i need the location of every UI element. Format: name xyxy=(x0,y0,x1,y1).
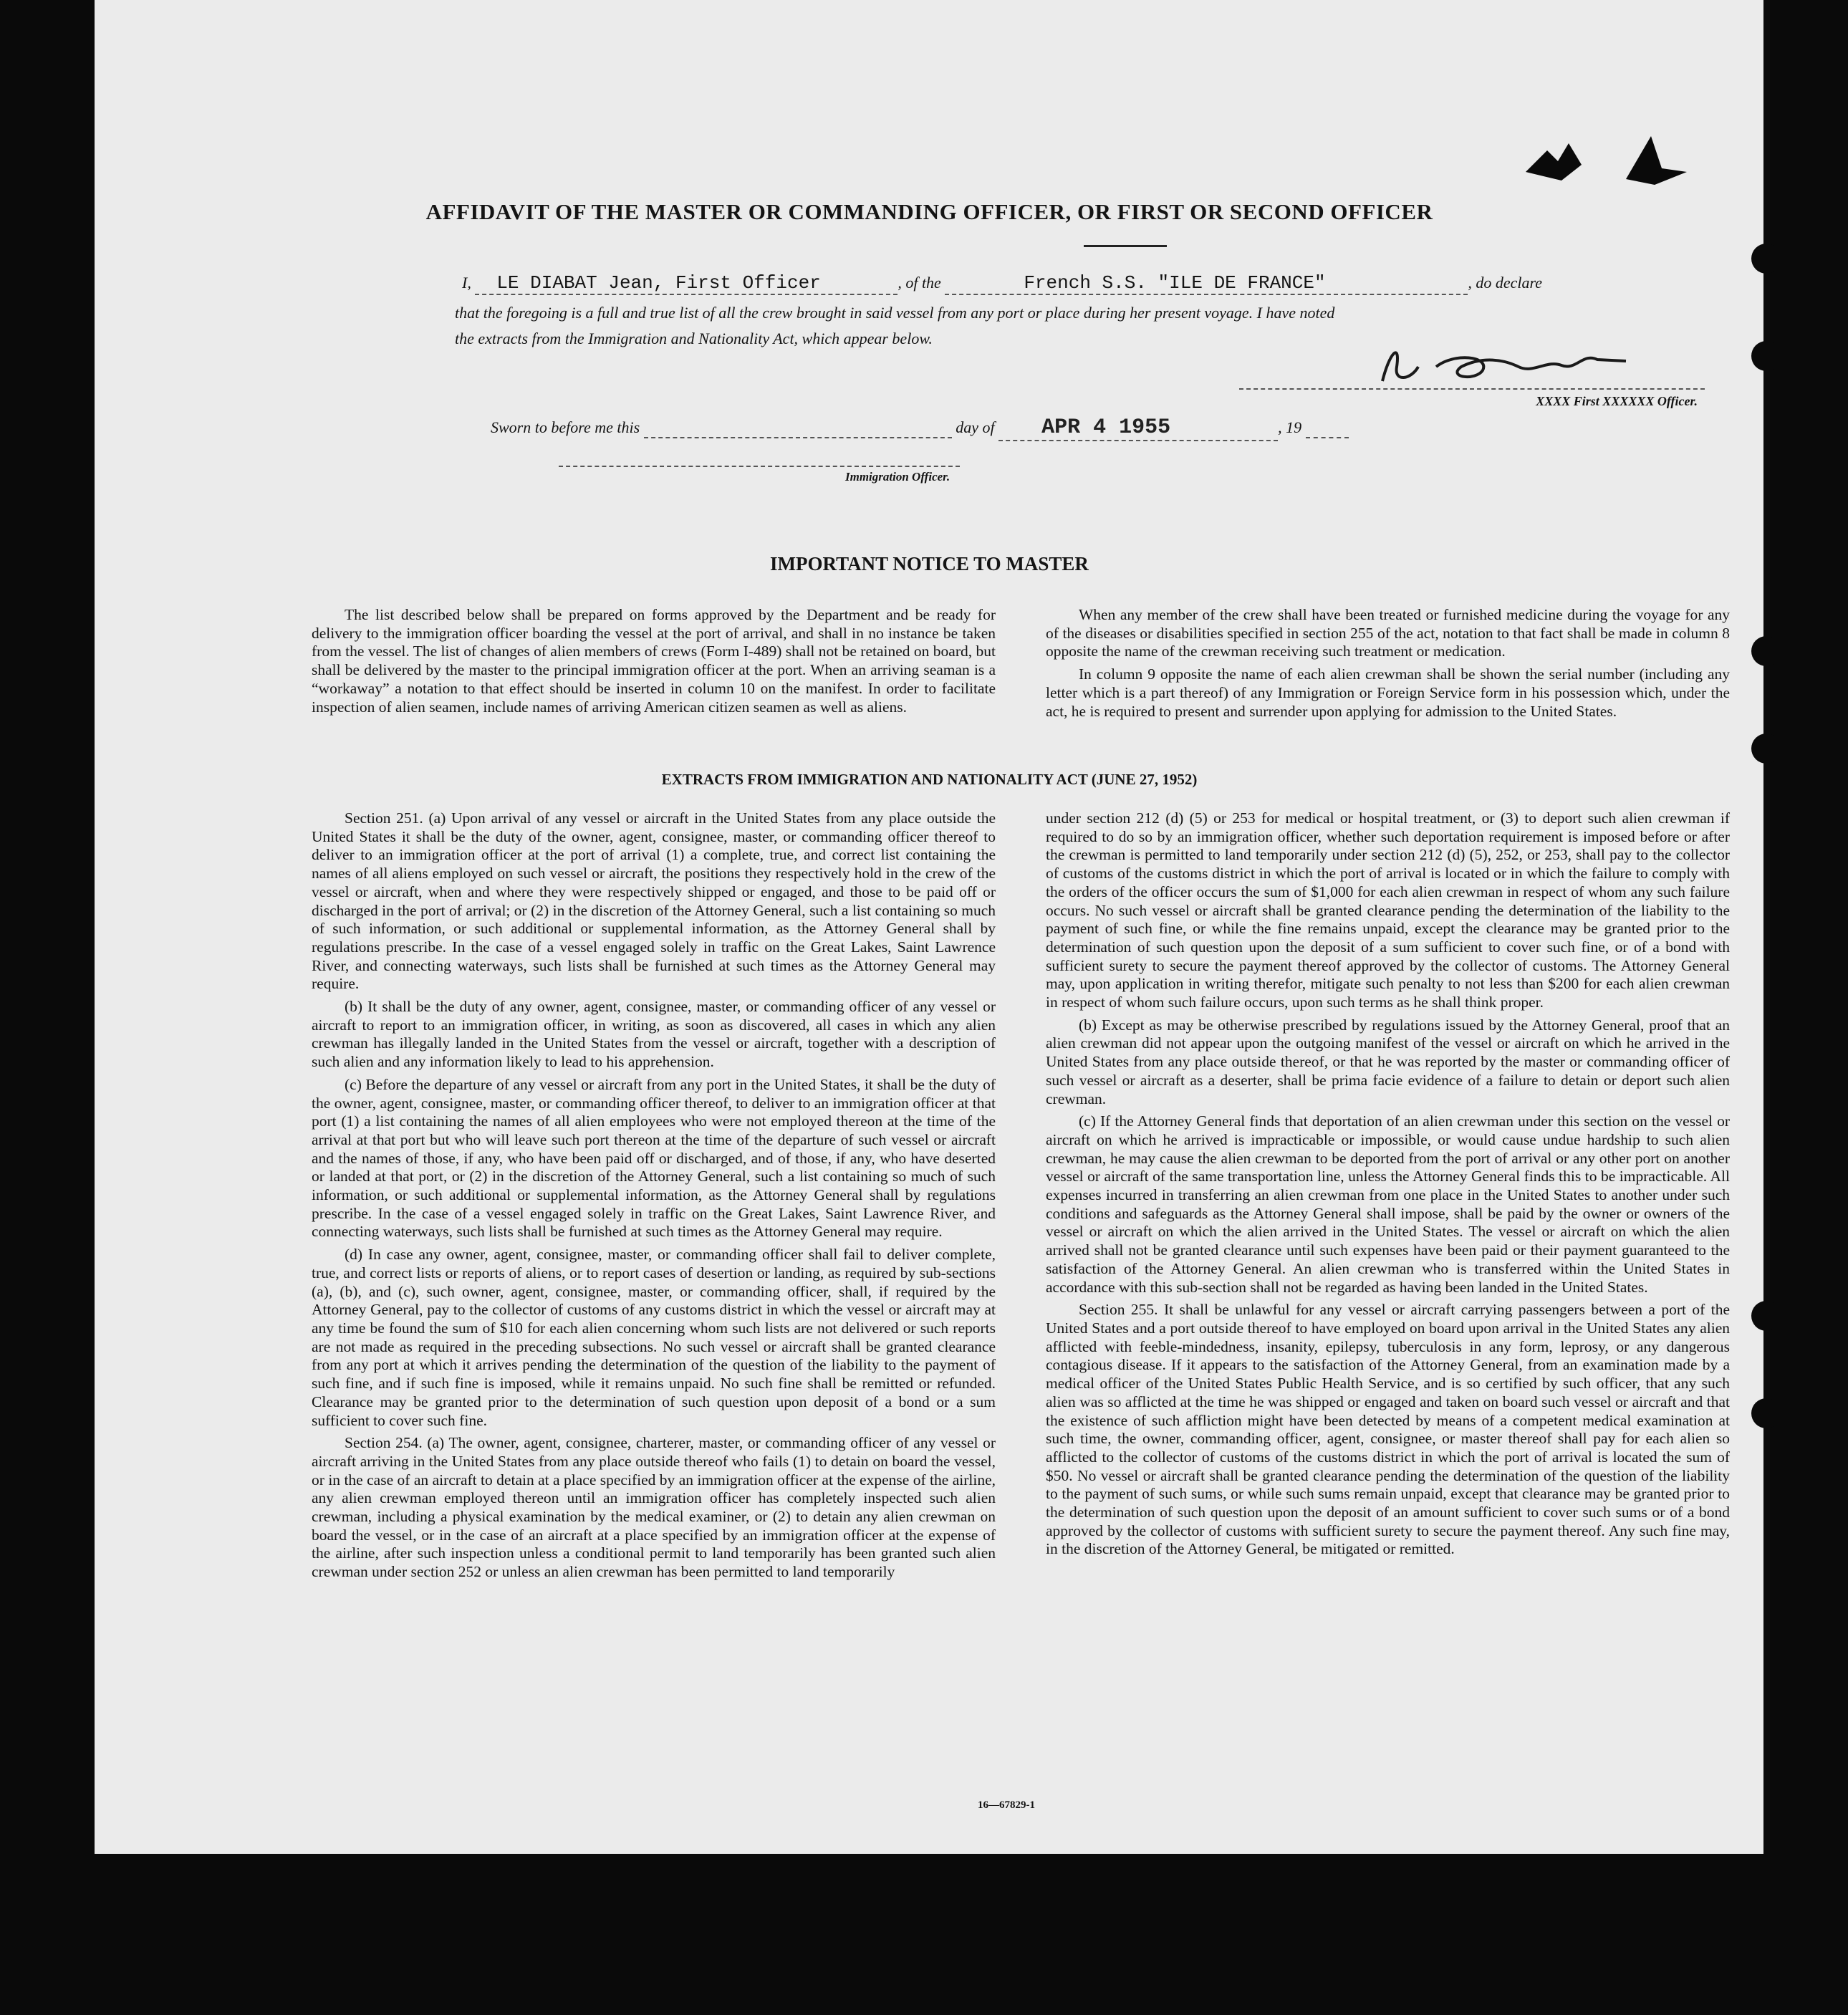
section-251c: (c) Before the departure of any vessel or aircraft from any port in the United States, it shall be the duty of the owner, agent, consignee, master, or commanding officer thereof, to deliver to an immigration officer at that port (1) a list containing the names of all alien employees who were not employed thereon at the time of the arrival at that port but who will leave such port thereon at the time of the departure of such vessel or aircraft and the names of those, if any, who have been paid off or discharged, and of those, if any, who have deserted or landed at that port, or (2) in the discretion of the Attorney General, such a list containing so much of such information, or such additional or supplemental information, as the Attorney General shall by regulations prescribe. In the case of a vessel engaged solely in traffic on the Great Lakes, Saint Lawrence River, and connecting waterways, such lists shall be furnished at such times as the Attorney General may require. xyxy=(312,1075,996,1241)
decl-of-the: , of the xyxy=(897,274,941,292)
punch-hole xyxy=(1751,734,1781,764)
year-blank xyxy=(1306,418,1349,438)
section-254a: Section 254. (a) The owner, agent, consignee, charterer, master, or commanding officer of any vessel or aircraft arriving in the United States from any place outside thereof who fails (1) to detain on board the vessel, or in the case of an aircraft to detain at a place specified by an immigration officer at the expense of the airline, any alien crewman employed thereon until an immigration officer has completely inspected such alien crewman, including a physical examination by the medical examiner, or (2) to detain any alien crewman on board the vessel, or in the case of an aircraft at a place specified by an immigration officer at the expense of the airline, after such inspection unless a conditional permit to land temporarily has been granted such alien crewman under section 252 or unless an alien crewman has been permitted to land temporarily xyxy=(312,1434,996,1581)
decl-i: I, xyxy=(462,274,471,292)
officer-title-label: XXXX First XXXXXX Officer. xyxy=(1536,394,1698,408)
section-255: Section 255. It shall be unlawful for any vessel or aircraft carrying passengers between a port of the United States and a port outside thereof to have employed on board upon arrival in the United States any alien afflicted with feeble-mindedness, insanity, epilepsy, tuberculosis in any form, leprosy, or any dangerous contagious disease. If it appears to the satisfaction of the Attorney General, from an examination made by a medical officer of the United States Public Health Service, and is so certified by such officer, that any such alien was so afflicted at the time he was shipped or engaged and taken on board such vessel or aircraft and that the existence of such affliction might have been detected by means of a competent medical examination at such time, the owner, commanding officer, agent, consignee, or master thereof shall pay for each alien so afflicted to the collector of customs of the customs district in which the port of arrival is located the sum of $50. No vessel or aircraft shall be granted clearance pending the determination of the question of the liability to the payment of such sums, or while such sums remain unpaid, except that clearance may be granted prior to the determination of such question upon the deposit of an amount sufficient to cover such sums or of a bond approved by the collector of customs with sufficient surety to secure the payment thereof. Any such fine may, in the discretion of the Attorney General, be mitigated or remitted. xyxy=(1046,1301,1730,1558)
notice-left-paragraph: The list described below shall be prepared on forms approved by the Department and be ready for delivery to the immigration officer boarding the vessel at the port of arrival, and shall in no instance be taken from the vessel. The list of changes of alien members of crews (Form I-489) shall not be retained on board, but shall be delivered by the master to the principal immigration officer at the port. When an arriving seaman is a “workaway” a notation to that effect should be inserted in column 10 on the manifest. In order to facilitate inspection of alien seamen, include names of arriving American citizen seamen as well as aliens. xyxy=(312,606,996,716)
vessel-field: French S.S. "ILE DE FRANCE" xyxy=(945,272,1468,295)
date-stamp: APR 4 1955 xyxy=(1041,415,1171,440)
section-254a-continued: under section 212 (d) (5) or 253 for medical or hospital treatment, or (3) to deport such alien crewman if required to do so by an immigration officer, whether such deportation requirement is imposed before or after the crewman is permitted to land temporarily under section 212 (d) (5), 252, or 253, shall pay to the collector of customs of the customs district in which the port of arrival is located or in which the failure to comply with the orders of the officer occurs the sum of $1,000 for each alien crewman in respect of whom any such failure occurs. No such vessel or aircraft shall be granted clearance pending the determination of the liability to the payment of such fine, or while the fine remains unpaid, except the clearance may be granted prior to the determination of such question upon the deposit of a sum sufficient to cover such fine, or of a bond with sufficient surety to secure the payment thereof approved by the collector of customs. The Attorney General may, upon application in writing therefor, mitigate such penalty to not less than $200 for each alien crewman in respect of whom such failure occurs, upon such terms as he shall think proper. xyxy=(1046,809,1730,1011)
punch-hole xyxy=(1751,1398,1781,1428)
ink-blot-icon xyxy=(1519,129,1705,193)
notice-right-paragraph-1: When any member of the crew shall have been treated or furnished medicine during the voyage for any of the diseases or disabilities specified in section 255 of the act, notation to that fact shall be made in column 8 opposite the name of the crewman receiving such treatment or medication. xyxy=(1046,606,1730,660)
section-251b: (b) It shall be the duty of any owner, agent, consignee, master, or commanding officer of any vessel or aircraft to report to an immigration officer, in writing, as soon as discovered, all cases in which any alien crewman has illegally landed in the United States from the vessel or aircraft, together with a description of such alien and any information likely to lead to his apprehension. xyxy=(312,998,996,1071)
punch-hole xyxy=(1751,636,1781,666)
section-254b: (b) Except as may be otherwise prescribed by regulations issued by the Attorney General, proof that an alien crewman did not appear upon the outgoing manifest of the vessel or aircraft on which he arrived in the United States from any place outside thereof, or that he was reported by the master or commanding officer of such vessel or aircraft as a deserter, shall be prima facie evidence of a failure to detain or deport such alien crewman. xyxy=(1046,1016,1730,1107)
form-number: 16—67829-1 xyxy=(978,1799,1035,1811)
extracts-right-column xyxy=(1046,809,1730,1563)
punch-hole xyxy=(1751,1301,1781,1331)
affidavit-title: AFFIDAVIT OF THE MASTER OR COMMANDING OFFICER, OR FIRST OR SECOND OFFICER xyxy=(425,199,1433,224)
section-254c: (c) If the Attorney General finds that deportation of an alien crewman under this section on the vessel or aircraft on which he arrived is impracticable or impossible, or would cause undue hardship to such alien crewman, he may cause the alien crewman to be deported from the port of arrival or any other port on another vessel or aircraft of the same transportation line, unless the Attorney General finds this to be impracticable. All expenses incurred in transferring an alien crewman from one place in the United States to another under such conditions and safeguards as the Attorney General shall impose, shall be paid by the owner or owners of the vessel or aircraft on which the alien arrived in the United States. The vessel or aircraft on which the alien arrived shall not be granted clearance until such expenses have been paid or their payment guaranteed to the satisfaction of the Attorney General. An alien crewman who is transferred within the United States in accordance with this sub-section shall not be regarded as having been landed in the United States. xyxy=(1046,1112,1730,1296)
signature-line xyxy=(1239,388,1705,390)
decl-do-declare: , do declare xyxy=(1468,274,1542,292)
notice-right-column xyxy=(1046,606,1730,725)
declaration-line-3: the extracts from the Immigration and Nationality Act, which appear below. xyxy=(455,330,933,347)
title-underline xyxy=(1084,245,1167,247)
section-251d: (d) In case any owner, agent, consignee, master, or commanding officer shall fail to deliver complete, true, and correct lists or reports of aliens, or to report cases of desertion or landing, as required by sub-sections (a), (b), and (c), such owner, agent, consignee, master, or commanding officer, shall, if required by the Attorney General, pay to the collector of customs of any customs district in which the vessel or aircraft may at any time be found the sum of $10 for each alien concerning whom such lists are not delivered or such reports are not made as required in the preceding subsections. No such vessel or aircraft shall be granted clearance from any port at which it arrives pending the determination of the question of the liability to the payment of such fine, and if such fine is imposed, while it remains unpaid. No such fine shall be remitted or refunded. Clearance may be granted prior to the determination of such question upon deposit of a bond or a sum sufficient to cover such fine. xyxy=(312,1246,996,1429)
notice-heading: IMPORTANT NOTICE TO MASTER xyxy=(770,553,1089,574)
declarant-field: LE DIABAT Jean, First Officer xyxy=(475,272,897,295)
punch-hole xyxy=(1751,341,1781,371)
day-of-text: day of xyxy=(956,418,995,436)
document-page xyxy=(95,0,1763,1854)
notice-left-column xyxy=(312,606,996,721)
year-suffix: , 19 xyxy=(1278,418,1302,436)
signature-icon xyxy=(1368,338,1669,388)
immigration-officer-label: Immigration Officer. xyxy=(845,470,951,484)
declaration-line-1 xyxy=(462,272,1542,295)
officer-signature-block xyxy=(1239,338,1705,410)
sworn-day-blank xyxy=(644,418,952,438)
sworn-text: Sworn to before me this xyxy=(491,418,640,436)
extracts-left-column xyxy=(312,809,996,1586)
section-251a: Section 251. (a) Upon arrival of any vessel or aircraft in the United States from any place outside the United States it shall be the duty of the owner, agent, consignee, master, or commanding officer thereof to deliver to an immigration officer at the port of arrival (1) a complete, true, and correct list containing the names of all aliens employed on such vessel or aircraft, the positions they respectively hold in the crew of the vessel or aircraft, when and where they were respectively shipped or engaged, and those to be paid off or discharged in the port of arrival; or (2) in the discretion of the Attorney General, such a list containing so much of such information, or such additional or supplemental information, as the Attorney General shall by regulations prescribe. In the case of a vessel engaged solely in traffic on the Great Lakes, Saint Lawrence River, and connecting waterways, such lists shall be furnished at such times as the Attorney General may require. xyxy=(312,809,996,993)
sworn-line xyxy=(491,415,1349,441)
punch-hole xyxy=(1751,244,1781,274)
date-field xyxy=(998,415,1278,441)
immigration-officer-line xyxy=(559,466,960,467)
declaration-line-2: that the foregoing is a full and true list of all the crew brought in said vessel from any port or place during her present voyage. I have noted xyxy=(455,304,1335,322)
notice-right-paragraph-2: In column 9 opposite the name of each alien crewman shall be shown the serial number (including any letter which is a part thereof) of any Immigration or Foreign Service form in his possession which, under the act, he is required to present and surrender upon applying for admission to the United States. xyxy=(1046,665,1730,720)
extracts-heading: EXTRACTS FROM IMMIGRATION AND NATIONALITY ACT (JUNE 27, 1952) xyxy=(661,771,1198,788)
